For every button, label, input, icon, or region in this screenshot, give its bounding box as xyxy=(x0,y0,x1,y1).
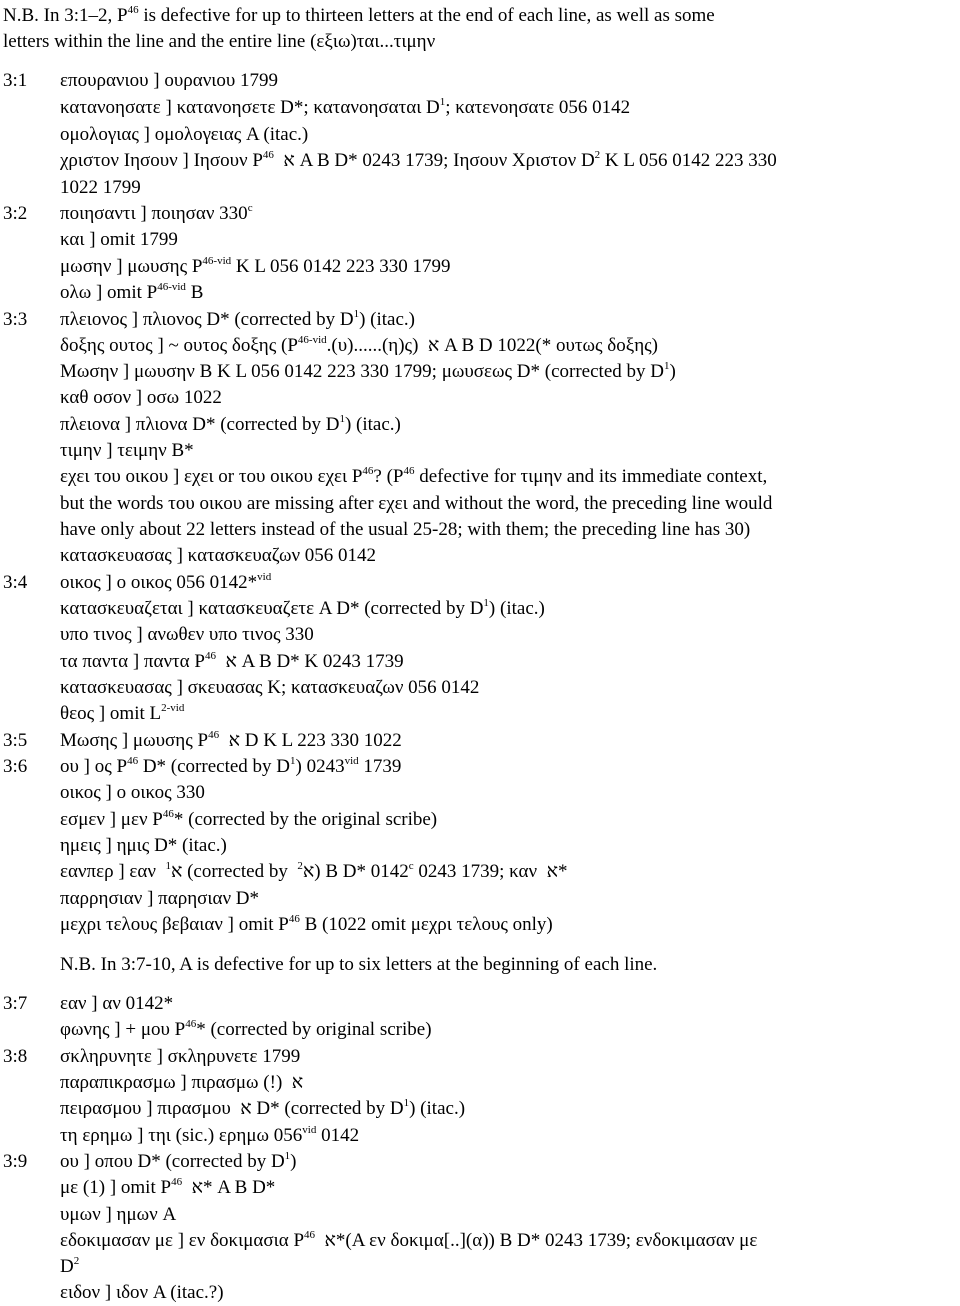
apparatus-entry: τη ερημω ] τηι (sic.) ερημω $056^{vid}$ 0142 xyxy=(60,1123,360,1146)
note-line: N.B. In 3:1–2, $P^{46}$ is defective for up to thirteen letters at the end of each line, as well as some xyxy=(3,3,715,26)
verse-number: 3:4 xyxy=(3,572,28,593)
apparatus-entry: ποιησαντι ] ποιησαν 330$^c$ xyxy=(60,201,253,224)
verse-number: 3:1 xyxy=(3,70,28,91)
apparatus-entry: μεχρι τελους βεβαιαν ] omit $P^{46}$ B (1022 omit μεχρι τελους only) xyxy=(60,912,553,935)
apparatus-entry: παραπικρασμω ] πιρασμω (!) א xyxy=(60,1072,304,1093)
apparatus-entry: φωνης ] + μου $P^{46}*$ (corrected by original scribe) xyxy=(60,1017,432,1040)
apparatus-entry: have only about 22 letters instead of the usual 25-28; with them; the preceding line has 30) xyxy=(60,519,751,540)
note-line: letters within the line and the entire line (εξιω)ται...τιμην xyxy=(3,31,436,52)
verse-number: 3:6 xyxy=(3,756,28,777)
verse-number: 3:9 xyxy=(3,1151,28,1172)
apparatus-entry: καθ οσον ] οσω 1022 xyxy=(60,387,222,408)
apparatus-entry: πλειονα ] πλιονα D* (corrected by $D^1$) (itac.) xyxy=(60,412,401,435)
apparatus-entry: πλειονος ] πλιονος D* (corrected by $D^1$) (itac.) xyxy=(60,307,415,330)
apparatus-entry: ολω ] omit $P^{46-vid}$ B xyxy=(60,280,204,303)
apparatus-entry: οικος ] ο οικος 056 0142*$^{vid}$ xyxy=(60,570,272,593)
verse-number: 3:3 xyxy=(3,309,28,330)
apparatus-entry: παρρησιαν ] παρησιαν D* xyxy=(60,888,260,909)
apparatus-entry: ομολογιας ] ομολογειας A (itac.) xyxy=(60,124,309,145)
apparatus-entry: πειρασμου ] πιρασμου א D* (corrected by $D^1$) (itac.) xyxy=(60,1096,466,1119)
apparatus-entry: τιμην ] τειμην B* xyxy=(60,440,194,461)
apparatus-entry: θεος ] omit $L^{2-vid}$ xyxy=(60,701,185,724)
apparatus-entry: ημεις ] ημις D* (itac.) xyxy=(60,835,227,856)
apparatus-entry: Μωσης ] μωυσης $P^{46}$ א D K L 223 330 1022 xyxy=(60,728,402,751)
apparatus-entry: 1022 1799 xyxy=(60,177,141,198)
apparatus-entry: κατασκευασας ] σκευασας K; κατασκευαζων 056 0142 xyxy=(60,677,480,698)
verse-number: 3:7 xyxy=(3,993,28,1014)
verse-number: 3:5 xyxy=(3,730,28,751)
apparatus-entry: με (1) ] omit $P^{46}$ א* A B D* xyxy=(60,1175,276,1198)
apparatus-entry: εσμεν ] μεν $P^{46}*$ (corrected by the original scribe) xyxy=(60,807,438,830)
apparatus-entry: κατασκευασας ] κατασκευαζων 056 0142 xyxy=(60,545,377,566)
apparatus-entry: οικος ] ο οικος 330 xyxy=(60,782,205,803)
apparatus-entry: Μωσην ] μωυσην B K L 056 0142 223 330 1799; μωυσεως D* (corrected by $D^1$) xyxy=(60,359,676,382)
apparatus-entry: ου ] οπου D* (corrected by $D^1$) xyxy=(60,1149,297,1172)
apparatus-entry: τα παντα ] παντα $P^{46}$ א A B D* K 0243 1739 xyxy=(60,649,404,672)
verse-number: 3:2 xyxy=(3,203,28,224)
apparatus-entry: δοξης ουτος ] ~ ουτος δοξης $(P^{46-vid}.(\upsilon)......(\eta)\varsigma)$ א A B D 1022(* ουτως δοξης) xyxy=(60,333,658,356)
apparatus-entry: υπο τινος ] ανωθεν υπο τινος 330 xyxy=(60,624,314,645)
apparatus-entry: ειδον ] ιδον A (itac.?) xyxy=(60,1282,224,1303)
apparatus-entry: κατανοησατε ] κατανοησετε D*; κατανοησαται $D^1$; κατενοησατε 056 0142 xyxy=(60,95,631,118)
apparatus-entry: $D^2$ xyxy=(60,1254,80,1277)
apparatus-entry: κατασκευαζεται ] κατασκευαζετε A D* (corrected by $D^1$) (itac.) xyxy=(60,596,545,619)
verse-number: 3:8 xyxy=(3,1046,28,1067)
apparatus-entry: και ] omit 1799 xyxy=(60,229,178,250)
apparatus-entry: but the words του οικου are missing after εχει and without the word, the preceding line would xyxy=(60,493,773,514)
apparatus-entry: σκληρυνητε ] σκληρυνετε 1799 xyxy=(60,1046,301,1067)
apparatus-entry: εανπερ ] εαν א$^1$ (corrected by א$^2$ ) B D* 0142$^c$ 0243 1739; καν א* xyxy=(60,859,568,882)
apparatus-entry: μωσην ] μωυσης $P^{46-vid}$ K L 056 0142 223 330 1799 xyxy=(60,254,451,277)
apparatus-entry: N.B. In 3:7-10, A is defective for up to six letters at the beginning of each line. xyxy=(60,954,658,975)
apparatus-entry: επουρανιου ] ουρανιου 1799 xyxy=(60,70,279,91)
apparatus-entry: χριστον Ιησουν ] Ιησουν $P^{46}$ א A B D* 0243 1739; Ιησουν Χριστον $D^2$ K L 056 0142 223 330 xyxy=(60,148,777,171)
apparatus-entry: υμων ] ημων A xyxy=(60,1204,177,1225)
apparatus-entry: ου ] ος $P^{46}$ D* (corrected by $D^1$) $0243^{vid}$ 1739 xyxy=(60,754,402,777)
apparatus-entry: εδοκιμασαν με ] εν δοκιμασια $P^{46}$ א*(A εν δοκιμα[..](α)) B D* 0243 1739; ενδοκιμασαν με xyxy=(60,1228,758,1251)
apparatus-entry: εαν ] αν 0142* xyxy=(60,993,174,1014)
apparatus-entry: εχει του οικου ] εχει or του οικου εχει $P^{46}$? ($P^{46}$ defective for τιμην and its immediate context, xyxy=(60,464,768,487)
